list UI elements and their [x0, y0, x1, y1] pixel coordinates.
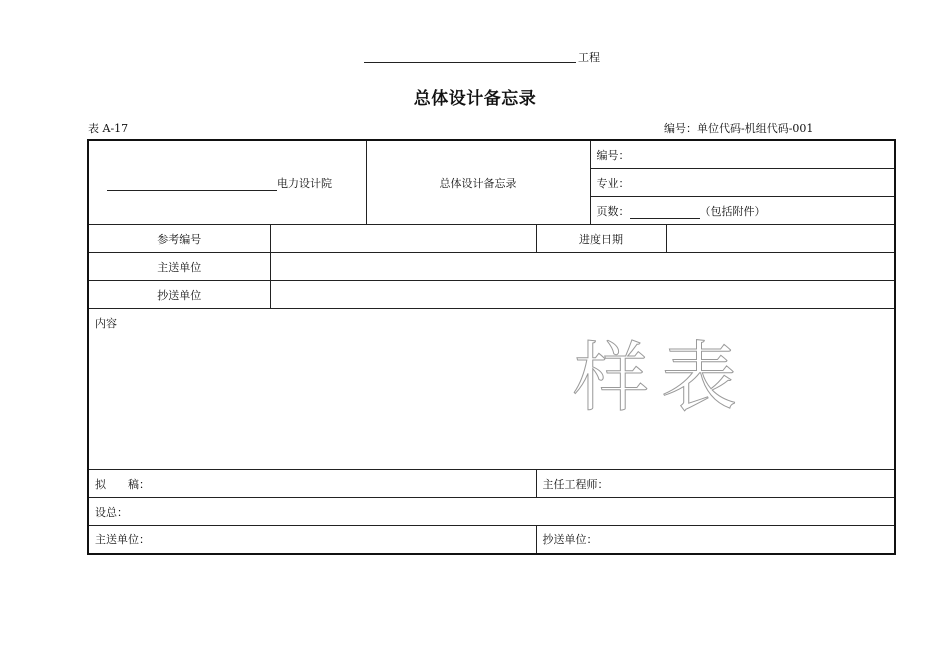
ref-no-label: 参考编号 [88, 225, 270, 253]
draft-field[interactable]: 拟 稿： [88, 470, 536, 498]
ref-no-value[interactable] [270, 225, 536, 253]
copy-unit-label: 抄送单位 [88, 281, 270, 309]
institute-label: 电力设计院 [277, 176, 332, 190]
footer-main-unit-field[interactable]: 主送单位： [88, 526, 536, 554]
number-field[interactable]: 编号： [590, 140, 895, 169]
design-chief-field[interactable]: 设总： [88, 498, 895, 526]
main-unit-label: 主送单位 [88, 253, 270, 281]
pages-blank[interactable] [630, 208, 700, 219]
design-institute-cell [88, 140, 366, 225]
pages-field[interactable] [590, 197, 895, 225]
page-title: 总体设计备忘录 [413, 89, 537, 109]
institute-name-line[interactable] [107, 178, 277, 191]
project-name-line[interactable] [364, 48, 576, 63]
copy-unit-value[interactable] [270, 281, 895, 309]
memo-title-cell: 总体设计备忘录 [366, 140, 590, 225]
project-suffix: 工程 [578, 51, 600, 64]
sample-watermark: 样表 [573, 333, 749, 422]
document-code: 编号：单位代码-机组代码-001 [664, 122, 814, 135]
main-unit-value[interactable] [270, 253, 895, 281]
form-id: 表 A-17 [88, 122, 129, 135]
pages-label: 页数： [596, 204, 630, 218]
content-area[interactable] [88, 309, 895, 470]
specialty-field[interactable]: 专业： [590, 169, 895, 197]
progress-date-value[interactable] [666, 225, 895, 253]
progress-date-label: 进度日期 [536, 225, 666, 253]
memo-form [87, 139, 896, 555]
pages-note: （包括附件） [699, 204, 766, 218]
footer-copy-unit-field[interactable]: 抄送单位： [536, 526, 895, 554]
chief-engineer-field[interactable]: 主任工程师： [536, 470, 895, 498]
content-label: 内容 [95, 317, 117, 330]
